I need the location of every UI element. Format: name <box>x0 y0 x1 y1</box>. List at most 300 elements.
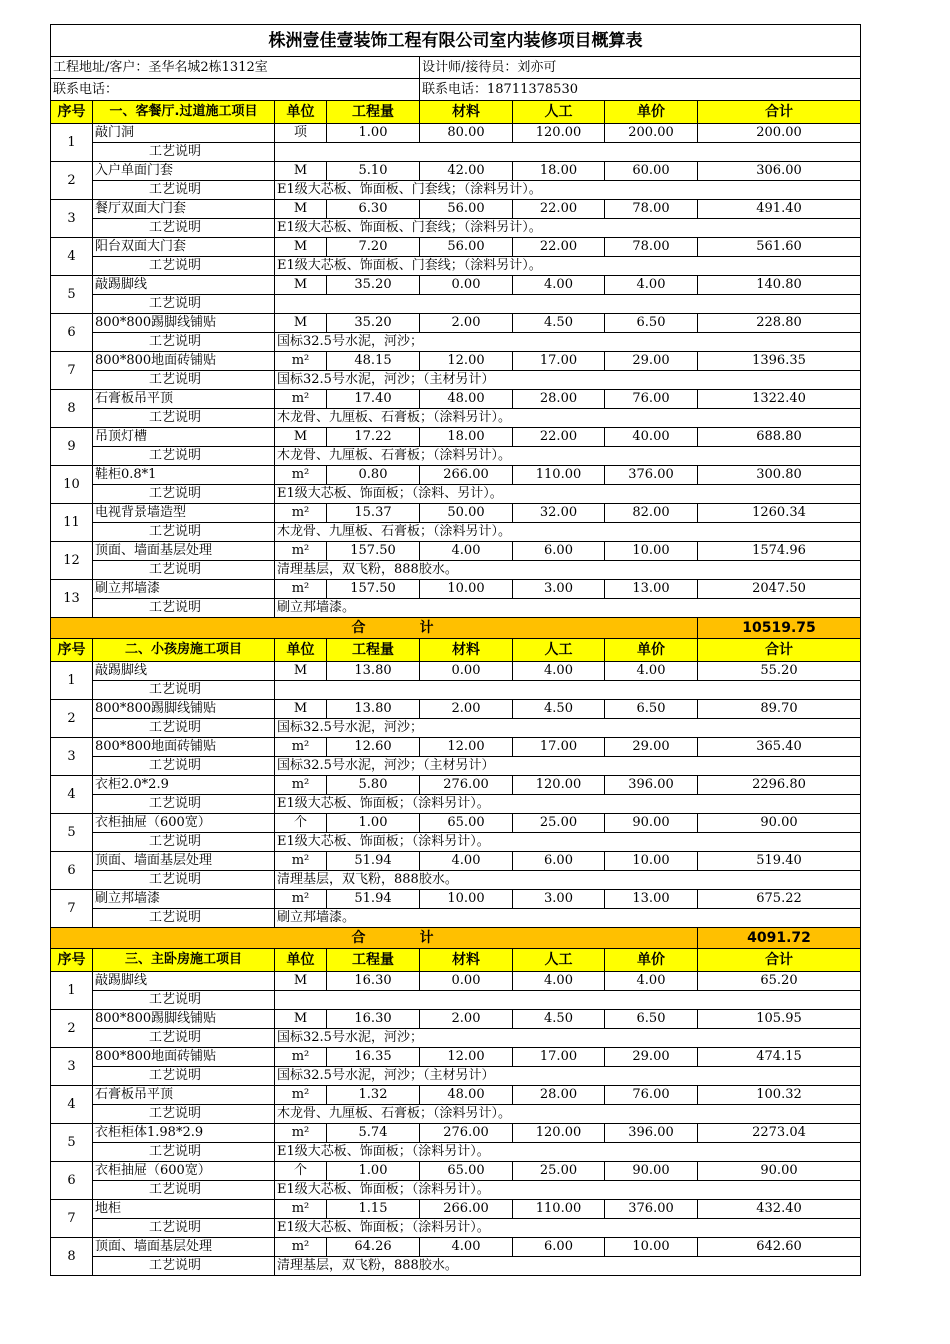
item-index[interactable]: 5 <box>51 814 93 852</box>
item-total[interactable]: 675.22 <box>698 890 861 909</box>
header-price[interactable]: 单价 <box>605 101 698 124</box>
item-labor[interactable]: 4.50 <box>513 700 605 719</box>
item-qty[interactable]: 35.20 <box>327 314 420 333</box>
item-labor[interactable]: 17.00 <box>513 352 605 371</box>
address-cell[interactable]: 工程地址/客户：圣华名城2栋1312室 <box>51 57 420 79</box>
item-material[interactable]: 48.00 <box>420 390 513 409</box>
item-name[interactable]: 石膏板吊平顶 <box>93 1086 275 1105</box>
item-qty[interactable]: 0.80 <box>327 466 420 485</box>
item-unit[interactable]: m² <box>275 776 327 795</box>
designer-cell[interactable]: 设计师/接待员：刘亦可 <box>420 57 861 79</box>
item-labor[interactable]: 22.00 <box>513 428 605 447</box>
item-price[interactable]: 76.00 <box>605 1086 698 1105</box>
item-total[interactable]: 89.70 <box>698 700 861 719</box>
header-price[interactable]: 单价 <box>605 639 698 662</box>
item-index[interactable]: 3 <box>51 200 93 238</box>
item-qty[interactable]: 5.80 <box>327 776 420 795</box>
note-text[interactable] <box>275 143 861 162</box>
item-unit[interactable]: 个 <box>275 1162 327 1181</box>
item-price[interactable]: 4.00 <box>605 662 698 681</box>
item-index[interactable]: 5 <box>51 276 93 314</box>
item-material[interactable]: 4.00 <box>420 852 513 871</box>
item-index[interactable]: 7 <box>51 1200 93 1238</box>
item-labor[interactable]: 4.00 <box>513 972 605 991</box>
item-total[interactable]: 365.40 <box>698 738 861 757</box>
item-qty[interactable]: 7.20 <box>327 238 420 257</box>
item-material[interactable]: 56.00 <box>420 200 513 219</box>
item-unit[interactable]: M <box>275 162 327 181</box>
note-text[interactable]: 木龙骨、九厘板、石膏板；（涂料另计）。 <box>275 1105 861 1124</box>
item-name[interactable]: 入户单面门套 <box>93 162 275 181</box>
item-material[interactable]: 0.00 <box>420 276 513 295</box>
item-price[interactable]: 29.00 <box>605 352 698 371</box>
item-price[interactable]: 90.00 <box>605 1162 698 1181</box>
item-labor[interactable]: 110.00 <box>513 1200 605 1219</box>
header-qty[interactable]: 工程量 <box>327 101 420 124</box>
item-index[interactable]: 5 <box>51 1124 93 1162</box>
item-price[interactable]: 82.00 <box>605 504 698 523</box>
item-price[interactable]: 4.00 <box>605 972 698 991</box>
item-index[interactable]: 8 <box>51 1238 93 1276</box>
item-index[interactable]: 1 <box>51 662 93 700</box>
header-unit[interactable]: 单位 <box>275 949 327 972</box>
item-price[interactable]: 13.00 <box>605 580 698 599</box>
item-unit[interactable]: m² <box>275 1048 327 1067</box>
note-label[interactable]: 工艺说明 <box>93 1105 275 1124</box>
header-qty[interactable]: 工程量 <box>327 949 420 972</box>
item-material[interactable]: 2.00 <box>420 1010 513 1029</box>
note-label[interactable]: 工艺说明 <box>93 485 275 504</box>
item-total[interactable]: 474.15 <box>698 1048 861 1067</box>
item-total[interactable]: 200.00 <box>698 124 861 143</box>
item-qty[interactable]: 16.30 <box>327 1010 420 1029</box>
note-text[interactable]: 清理基层，双飞粉，888胶水。 <box>275 561 861 580</box>
note-label[interactable]: 工艺说明 <box>93 1181 275 1200</box>
header-labor[interactable]: 人工 <box>513 101 605 124</box>
item-unit[interactable]: 项 <box>275 124 327 143</box>
note-text[interactable]: 国标32.5号水泥，河沙；（主材另计） <box>275 371 861 390</box>
note-text[interactable] <box>275 295 861 314</box>
item-total[interactable]: 432.40 <box>698 1200 861 1219</box>
item-name[interactable]: 衣柜柜体1.98*2.9 <box>93 1124 275 1143</box>
item-total[interactable]: 228.80 <box>698 314 861 333</box>
item-index[interactable]: 6 <box>51 852 93 890</box>
item-index[interactable]: 9 <box>51 428 93 466</box>
item-labor[interactable]: 6.00 <box>513 852 605 871</box>
item-index[interactable]: 12 <box>51 542 93 580</box>
item-index[interactable]: 1 <box>51 972 93 1010</box>
item-labor[interactable]: 25.00 <box>513 1162 605 1181</box>
item-material[interactable]: 0.00 <box>420 972 513 991</box>
header-total[interactable]: 合计 <box>698 949 861 972</box>
note-label[interactable]: 工艺说明 <box>93 833 275 852</box>
item-index[interactable]: 7 <box>51 890 93 928</box>
section-sum[interactable]: 4091.72 <box>698 928 861 949</box>
item-name[interactable]: 衣柜抽屉（600宽） <box>93 1162 275 1181</box>
item-qty[interactable]: 16.30 <box>327 972 420 991</box>
item-labor[interactable]: 6.00 <box>513 1238 605 1257</box>
item-index[interactable]: 13 <box>51 580 93 618</box>
item-unit[interactable]: M <box>275 314 327 333</box>
item-material[interactable]: 48.00 <box>420 1086 513 1105</box>
item-unit[interactable]: M <box>275 428 327 447</box>
item-index[interactable]: 1 <box>51 124 93 162</box>
item-price[interactable]: 6.50 <box>605 314 698 333</box>
item-labor[interactable]: 22.00 <box>513 200 605 219</box>
item-total[interactable]: 561.60 <box>698 238 861 257</box>
item-unit[interactable]: m² <box>275 390 327 409</box>
total-label-b[interactable]: 计 <box>420 618 698 639</box>
item-name[interactable]: 敲踢脚线 <box>93 972 275 991</box>
item-unit[interactable]: M <box>275 238 327 257</box>
item-qty[interactable]: 1.00 <box>327 814 420 833</box>
item-index[interactable]: 8 <box>51 390 93 428</box>
item-total[interactable]: 2273.04 <box>698 1124 861 1143</box>
item-name[interactable]: 800*800地面砖铺贴 <box>93 352 275 371</box>
item-total[interactable]: 300.80 <box>698 466 861 485</box>
item-name[interactable]: 石膏板吊平顶 <box>93 390 275 409</box>
item-labor[interactable]: 18.00 <box>513 162 605 181</box>
item-unit[interactable]: M <box>275 972 327 991</box>
item-price[interactable]: 6.50 <box>605 700 698 719</box>
section-title[interactable]: 二、小孩房施工项目 <box>93 639 275 662</box>
item-price[interactable]: 13.00 <box>605 890 698 909</box>
note-text[interactable]: 国标32.5号水泥，河沙； <box>275 333 861 352</box>
item-price[interactable]: 90.00 <box>605 814 698 833</box>
item-name[interactable]: 鞋柜0.8*1 <box>93 466 275 485</box>
note-label[interactable]: 工艺说明 <box>93 523 275 542</box>
item-qty[interactable]: 51.94 <box>327 852 420 871</box>
item-unit[interactable]: m² <box>275 542 327 561</box>
item-total[interactable]: 65.20 <box>698 972 861 991</box>
item-material[interactable]: 65.00 <box>420 814 513 833</box>
item-unit[interactable]: M <box>275 700 327 719</box>
item-total[interactable]: 306.00 <box>698 162 861 181</box>
total-label-a[interactable]: 合 <box>51 618 420 639</box>
item-index[interactable]: 7 <box>51 352 93 390</box>
item-unit[interactable]: m² <box>275 1238 327 1257</box>
item-price[interactable]: 29.00 <box>605 738 698 757</box>
item-index[interactable]: 6 <box>51 1162 93 1200</box>
item-labor[interactable]: 4.00 <box>513 276 605 295</box>
item-qty[interactable]: 48.15 <box>327 352 420 371</box>
item-material[interactable]: 10.00 <box>420 890 513 909</box>
item-material[interactable]: 4.00 <box>420 542 513 561</box>
item-name[interactable]: 地柜 <box>93 1200 275 1219</box>
note-label[interactable]: 工艺说明 <box>93 143 275 162</box>
item-qty[interactable]: 1.32 <box>327 1086 420 1105</box>
item-qty[interactable]: 1.00 <box>327 124 420 143</box>
item-labor[interactable]: 6.00 <box>513 542 605 561</box>
header-material[interactable]: 材料 <box>420 639 513 662</box>
item-qty[interactable]: 15.37 <box>327 504 420 523</box>
item-price[interactable]: 396.00 <box>605 1124 698 1143</box>
note-text[interactable]: 国标32.5号水泥，河沙；（主材另计） <box>275 757 861 776</box>
item-total[interactable]: 90.00 <box>698 1162 861 1181</box>
item-labor[interactable]: 4.50 <box>513 314 605 333</box>
item-price[interactable]: 10.00 <box>605 1238 698 1257</box>
item-total[interactable]: 55.20 <box>698 662 861 681</box>
note-label[interactable]: 工艺说明 <box>93 219 275 238</box>
header-index[interactable]: 序号 <box>51 949 93 972</box>
item-labor[interactable]: 28.00 <box>513 390 605 409</box>
item-material[interactable]: 2.00 <box>420 314 513 333</box>
header-index[interactable]: 序号 <box>51 101 93 124</box>
item-price[interactable]: 29.00 <box>605 1048 698 1067</box>
item-qty[interactable]: 157.50 <box>327 580 420 599</box>
item-unit[interactable]: m² <box>275 1124 327 1143</box>
item-total[interactable]: 2296.80 <box>698 776 861 795</box>
item-material[interactable]: 50.00 <box>420 504 513 523</box>
note-text[interactable]: 刷立邦墙漆。 <box>275 909 861 928</box>
item-qty[interactable]: 157.50 <box>327 542 420 561</box>
item-labor[interactable]: 22.00 <box>513 238 605 257</box>
item-qty[interactable]: 12.60 <box>327 738 420 757</box>
note-text[interactable]: E1级大芯板、饰面板；（涂料另计）。 <box>275 833 861 852</box>
item-qty[interactable]: 17.22 <box>327 428 420 447</box>
note-text[interactable]: E1级大芯板、饰面板；（涂料另计）。 <box>275 1181 861 1200</box>
header-labor[interactable]: 人工 <box>513 639 605 662</box>
item-price[interactable]: 10.00 <box>605 542 698 561</box>
note-text[interactable]: 国标32.5号水泥，河沙； <box>275 1029 861 1048</box>
item-name[interactable]: 衣柜2.0*2.9 <box>93 776 275 795</box>
note-label[interactable]: 工艺说明 <box>93 371 275 390</box>
item-material[interactable]: 0.00 <box>420 662 513 681</box>
item-total[interactable]: 105.95 <box>698 1010 861 1029</box>
item-name[interactable]: 800*800踢脚线铺贴 <box>93 1010 275 1029</box>
item-material[interactable]: 276.00 <box>420 776 513 795</box>
note-text[interactable]: 国标32.5号水泥，河沙； <box>275 719 861 738</box>
item-index[interactable]: 10 <box>51 466 93 504</box>
item-name[interactable]: 顶面、墙面基层处理 <box>93 542 275 561</box>
item-labor[interactable]: 25.00 <box>513 814 605 833</box>
note-label[interactable]: 工艺说明 <box>93 991 275 1010</box>
note-label[interactable]: 工艺说明 <box>93 681 275 700</box>
phone-left-cell[interactable]: 联系电话： <box>51 79 420 101</box>
item-material[interactable]: 12.00 <box>420 738 513 757</box>
item-price[interactable]: 376.00 <box>605 466 698 485</box>
item-name[interactable]: 电视背景墙造型 <box>93 504 275 523</box>
item-name[interactable]: 刷立邦墙漆 <box>93 890 275 909</box>
item-labor[interactable]: 120.00 <box>513 776 605 795</box>
header-material[interactable]: 材料 <box>420 101 513 124</box>
header-unit[interactable]: 单位 <box>275 639 327 662</box>
item-total[interactable]: 2047.50 <box>698 580 861 599</box>
item-material[interactable]: 56.00 <box>420 238 513 257</box>
item-labor[interactable]: 110.00 <box>513 466 605 485</box>
item-name[interactable]: 敲门洞 <box>93 124 275 143</box>
item-price[interactable]: 6.50 <box>605 1010 698 1029</box>
item-index[interactable]: 11 <box>51 504 93 542</box>
item-labor[interactable]: 4.50 <box>513 1010 605 1029</box>
phone-right-cell[interactable]: 联系电话：18711378530 <box>420 79 861 101</box>
item-name[interactable]: 敲踢脚线 <box>93 662 275 681</box>
item-labor[interactable]: 120.00 <box>513 1124 605 1143</box>
item-price[interactable]: 76.00 <box>605 390 698 409</box>
item-material[interactable]: 65.00 <box>420 1162 513 1181</box>
section-title[interactable]: 三、主卧房施工项目 <box>93 949 275 972</box>
item-index[interactable]: 2 <box>51 1010 93 1048</box>
item-unit[interactable]: M <box>275 1010 327 1029</box>
item-qty[interactable]: 13.80 <box>327 662 420 681</box>
item-total[interactable]: 1396.35 <box>698 352 861 371</box>
note-text[interactable]: 木龙骨、九厘板、石膏板；（涂料另计）。 <box>275 409 861 428</box>
note-label[interactable]: 工艺说明 <box>93 719 275 738</box>
header-total[interactable]: 合计 <box>698 101 861 124</box>
note-text[interactable]: E1级大芯板、饰面板、门套线；（涂料另计）。 <box>275 219 861 238</box>
item-unit[interactable]: m² <box>275 580 327 599</box>
item-unit[interactable]: m² <box>275 352 327 371</box>
note-label[interactable]: 工艺说明 <box>93 295 275 314</box>
item-qty[interactable]: 5.74 <box>327 1124 420 1143</box>
total-label-a[interactable]: 合 <box>51 928 420 949</box>
item-labor[interactable]: 120.00 <box>513 124 605 143</box>
item-qty[interactable]: 1.00 <box>327 1162 420 1181</box>
header-material[interactable]: 材料 <box>420 949 513 972</box>
note-label[interactable]: 工艺说明 <box>93 757 275 776</box>
note-label[interactable]: 工艺说明 <box>93 599 275 618</box>
note-label[interactable]: 工艺说明 <box>93 181 275 200</box>
note-text[interactable]: 国标32.5号水泥，河沙；（主材另计） <box>275 1067 861 1086</box>
note-label[interactable]: 工艺说明 <box>93 1067 275 1086</box>
item-total[interactable]: 1574.96 <box>698 542 861 561</box>
item-index[interactable]: 2 <box>51 700 93 738</box>
note-text[interactable]: 刷立邦墙漆。 <box>275 599 861 618</box>
item-index[interactable]: 4 <box>51 1086 93 1124</box>
item-unit[interactable]: M <box>275 276 327 295</box>
item-labor[interactable]: 32.00 <box>513 504 605 523</box>
note-label[interactable]: 工艺说明 <box>93 447 275 466</box>
item-name[interactable]: 吊顶灯槽 <box>93 428 275 447</box>
item-name[interactable]: 顶面、墙面基层处理 <box>93 1238 275 1257</box>
item-unit[interactable]: m² <box>275 890 327 909</box>
note-label[interactable]: 工艺说明 <box>93 1219 275 1238</box>
note-text[interactable]: E1级大芯板、饰面板；（涂料另计）。 <box>275 1219 861 1238</box>
header-qty[interactable]: 工程量 <box>327 639 420 662</box>
note-label[interactable]: 工艺说明 <box>93 257 275 276</box>
note-text[interactable]: E1级大芯板、饰面板、门套线；（涂料另计）。 <box>275 257 861 276</box>
item-material[interactable]: 80.00 <box>420 124 513 143</box>
item-price[interactable]: 376.00 <box>605 1200 698 1219</box>
item-unit[interactable]: m² <box>275 738 327 757</box>
item-price[interactable]: 4.00 <box>605 276 698 295</box>
note-label[interactable]: 工艺说明 <box>93 409 275 428</box>
item-labor[interactable]: 3.00 <box>513 890 605 909</box>
item-material[interactable]: 4.00 <box>420 1238 513 1257</box>
item-name[interactable]: 餐厅双面大门套 <box>93 200 275 219</box>
item-name[interactable]: 敲踢脚线 <box>93 276 275 295</box>
item-labor[interactable]: 28.00 <box>513 1086 605 1105</box>
header-labor[interactable]: 人工 <box>513 949 605 972</box>
header-price[interactable]: 单价 <box>605 949 698 972</box>
header-index[interactable]: 序号 <box>51 639 93 662</box>
item-material[interactable]: 266.00 <box>420 1200 513 1219</box>
item-qty[interactable]: 5.10 <box>327 162 420 181</box>
item-name[interactable]: 800*800地面砖铺贴 <box>93 738 275 757</box>
item-material[interactable]: 10.00 <box>420 580 513 599</box>
item-price[interactable]: 78.00 <box>605 238 698 257</box>
item-unit[interactable]: M <box>275 662 327 681</box>
item-index[interactable]: 3 <box>51 738 93 776</box>
item-total[interactable]: 519.40 <box>698 852 861 871</box>
item-unit[interactable]: m² <box>275 1086 327 1105</box>
item-unit[interactable]: m² <box>275 466 327 485</box>
item-unit[interactable]: m² <box>275 1200 327 1219</box>
item-unit[interactable]: 个 <box>275 814 327 833</box>
item-index[interactable]: 4 <box>51 238 93 276</box>
item-index[interactable]: 2 <box>51 162 93 200</box>
item-price[interactable]: 396.00 <box>605 776 698 795</box>
item-unit[interactable]: m² <box>275 852 327 871</box>
note-text[interactable]: E1级大芯板、饰面板；（涂料另计）。 <box>275 795 861 814</box>
note-label[interactable]: 工艺说明 <box>93 1257 275 1276</box>
item-material[interactable]: 12.00 <box>420 352 513 371</box>
note-label[interactable]: 工艺说明 <box>93 561 275 580</box>
item-name[interactable]: 刷立邦墙漆 <box>93 580 275 599</box>
note-text[interactable] <box>275 991 861 1010</box>
note-label[interactable]: 工艺说明 <box>93 795 275 814</box>
item-material[interactable]: 18.00 <box>420 428 513 447</box>
note-label[interactable]: 工艺说明 <box>93 871 275 890</box>
note-text[interactable]: E1级大芯板、饰面板、门套线；（涂料另计）。 <box>275 181 861 200</box>
item-material[interactable]: 42.00 <box>420 162 513 181</box>
item-unit[interactable]: M <box>275 200 327 219</box>
item-name[interactable]: 800*800踢脚线铺贴 <box>93 700 275 719</box>
note-label[interactable]: 工艺说明 <box>93 333 275 352</box>
item-material[interactable]: 2.00 <box>420 700 513 719</box>
item-total[interactable]: 1260.34 <box>698 504 861 523</box>
section-sum[interactable]: 10519.75 <box>698 618 861 639</box>
item-labor[interactable]: 4.00 <box>513 662 605 681</box>
header-total[interactable]: 合计 <box>698 639 861 662</box>
section-title[interactable]: 一、客餐厅.过道施工项目 <box>93 101 275 124</box>
note-text[interactable]: 清理基层，双飞粉，888胶水。 <box>275 1257 861 1276</box>
item-name[interactable]: 顶面、墙面基层处理 <box>93 852 275 871</box>
item-index[interactable]: 3 <box>51 1048 93 1086</box>
note-text[interactable]: E1级大芯板、饰面板；（涂料另计）。 <box>275 1143 861 1162</box>
item-qty[interactable]: 13.80 <box>327 700 420 719</box>
item-name[interactable]: 衣柜抽屉（600宽） <box>93 814 275 833</box>
item-unit[interactable]: m² <box>275 504 327 523</box>
item-qty[interactable]: 51.94 <box>327 890 420 909</box>
item-total[interactable]: 491.40 <box>698 200 861 219</box>
item-qty[interactable]: 35.20 <box>327 276 420 295</box>
note-label[interactable]: 工艺说明 <box>93 1143 275 1162</box>
item-material[interactable]: 276.00 <box>420 1124 513 1143</box>
item-total[interactable]: 1322.40 <box>698 390 861 409</box>
item-material[interactable]: 12.00 <box>420 1048 513 1067</box>
note-text[interactable]: 木龙骨、九厘板、石膏板；（涂料另计）。 <box>275 523 861 542</box>
total-label-b[interactable]: 计 <box>420 928 698 949</box>
item-qty[interactable]: 6.30 <box>327 200 420 219</box>
item-qty[interactable]: 17.40 <box>327 390 420 409</box>
item-qty[interactable]: 64.26 <box>327 1238 420 1257</box>
item-name[interactable]: 800*800地面砖铺贴 <box>93 1048 275 1067</box>
item-name[interactable]: 800*800踢脚线铺贴 <box>93 314 275 333</box>
header-unit[interactable]: 单位 <box>275 101 327 124</box>
item-price[interactable]: 78.00 <box>605 200 698 219</box>
item-labor[interactable]: 17.00 <box>513 1048 605 1067</box>
item-name[interactable]: 阳台双面大门套 <box>93 238 275 257</box>
item-material[interactable]: 266.00 <box>420 466 513 485</box>
item-index[interactable]: 4 <box>51 776 93 814</box>
item-qty[interactable]: 16.35 <box>327 1048 420 1067</box>
item-price[interactable]: 200.00 <box>605 124 698 143</box>
item-labor[interactable]: 17.00 <box>513 738 605 757</box>
item-total[interactable]: 688.80 <box>698 428 861 447</box>
item-total[interactable]: 642.60 <box>698 1238 861 1257</box>
item-qty[interactable]: 1.15 <box>327 1200 420 1219</box>
